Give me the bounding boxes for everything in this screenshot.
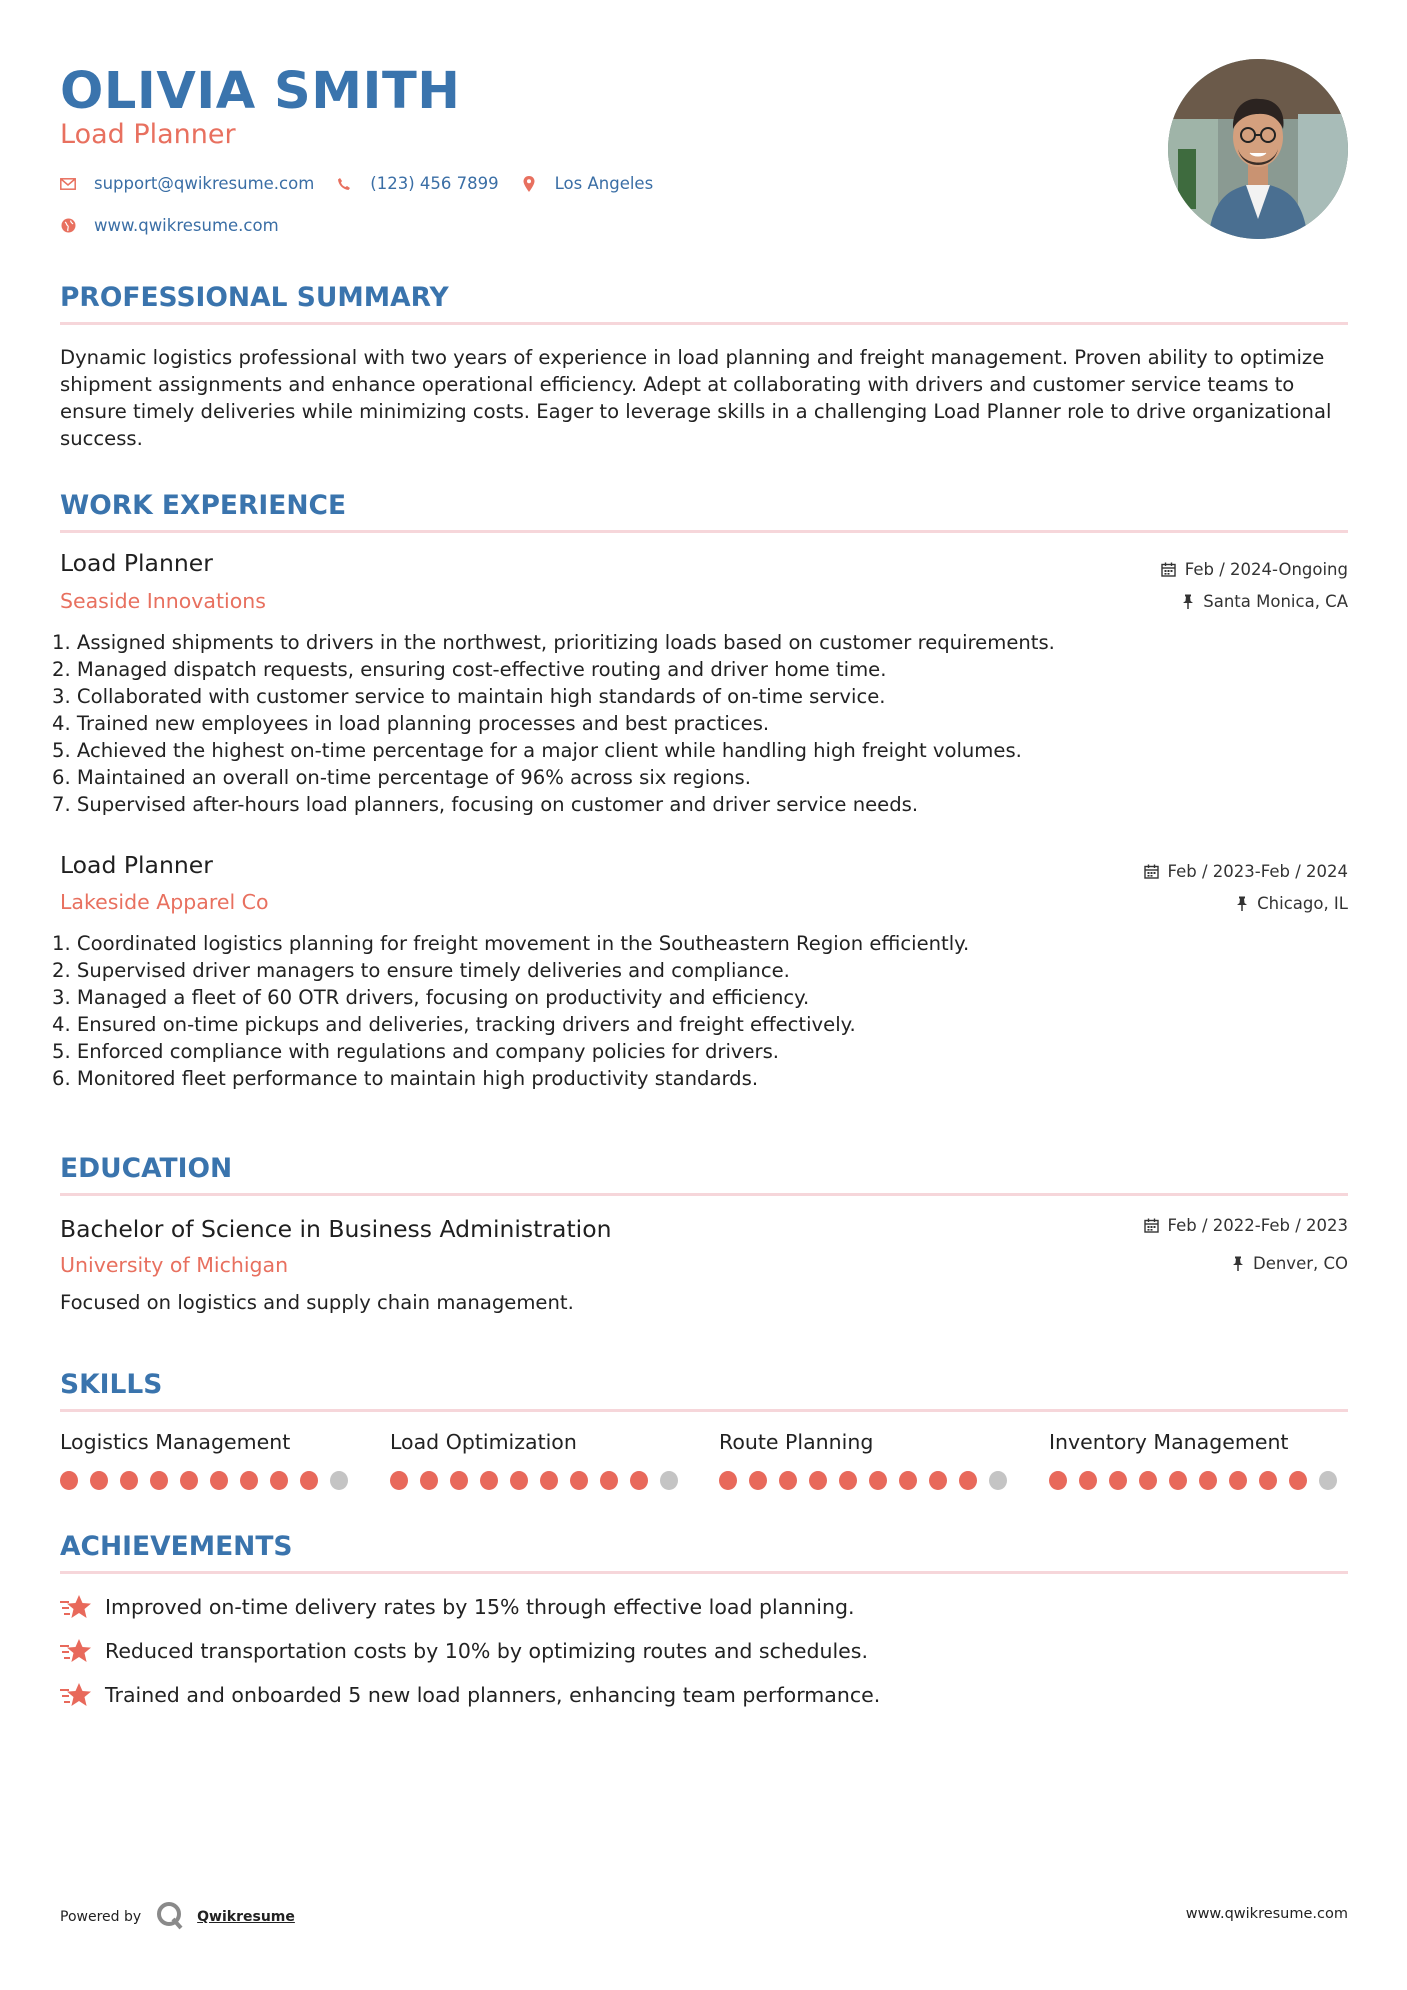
job-location-text: Santa Monica, CA [1203, 592, 1348, 611]
job-location [1182, 592, 1348, 611]
education-degree: Bachelor of Science in Business Administration [60, 1215, 612, 1243]
job-dates-text: Feb / 2023-Feb / 2024 [1167, 862, 1348, 881]
education-school: University of Michigan [60, 1253, 289, 1277]
map-pin-icon [521, 176, 537, 192]
rating-dot-filled [1199, 1471, 1217, 1490]
rating-dot-filled [929, 1471, 947, 1490]
list-item: 6. Monitored fleet performance to maintain high productivity standards. [52, 1067, 759, 1090]
rating-dot-filled [510, 1471, 528, 1490]
summary-text: Dynamic logistics professional with two years of experience in load planning and freight management. Proven ability to optimize shipment assignments and enhance operational efficiency. Adept at collaborating with drivers and customer service teams to ensure timely deliveries while minimizing costs. Eager to leverage skills in a challenging Load Planner role to drive organizational success. [60, 346, 1332, 450]
footer-url[interactable]: www.qwikresume.com [1185, 1906, 1348, 1922]
list-item: 6. Maintained an overall on-time percentage of 96% across six regions. [52, 766, 751, 789]
job-company: Seaside Innovations [60, 589, 266, 613]
skill-rating [1049, 1471, 1349, 1490]
rating-dot-filled [150, 1471, 168, 1490]
skill-item [719, 1430, 1019, 1490]
rating-dot-filled [959, 1471, 977, 1490]
calendar-icon [1144, 1218, 1159, 1233]
rating-dot-filled [839, 1471, 857, 1490]
phone-icon [336, 176, 352, 192]
education-note: Focused on logistics and supply chain management. [60, 1291, 574, 1314]
job-bullets [52, 930, 1302, 1092]
footer-powered-by [60, 1900, 295, 1934]
list-item: 2. Managed dispatch requests, ensuring cost-effective routing and driver home time. [52, 658, 887, 681]
rating-dot-filled [1229, 1471, 1247, 1490]
skill-label: Route Planning [719, 1430, 874, 1454]
achievement-text: Reduced transportation costs by 10% by optimizing routes and schedules. [105, 1639, 868, 1663]
rating-dot-filled [749, 1471, 767, 1490]
rating-dot-filled [719, 1471, 737, 1490]
pushpin-icon [1236, 896, 1248, 911]
section-divider [60, 1571, 1348, 1574]
rating-dot-empty [660, 1471, 678, 1490]
rating-dot-filled [240, 1471, 258, 1490]
location-text: Los Angeles [554, 174, 654, 193]
list-item: 3. Managed a fleet of 60 OTR drivers, focusing on productivity and efficiency. [52, 986, 810, 1009]
achievement-item [60, 1593, 854, 1621]
skills-heading: SKILLS [60, 1369, 163, 1400]
section-divider [60, 530, 1348, 533]
section-divider [60, 1409, 1348, 1412]
qwikresume-logo-icon [155, 1900, 185, 1934]
rating-dot-empty [330, 1471, 348, 1490]
rating-dot-filled [1259, 1471, 1277, 1490]
email-text: support@qwikresume.com [94, 174, 315, 193]
list-item: 7. Supervised after-hours load planners, focusing on customer and driver service needs. [52, 793, 919, 816]
list-item: 1. Coordinated logistics planning for freight movement in the Southeastern Region efficiently. [52, 932, 970, 955]
education-dates [1144, 1216, 1348, 1235]
achievements-heading: ACHIEVEMENTS [60, 1531, 293, 1562]
list-item: 1. Assigned shipments to drivers in the northwest, prioritizing loads based on customer requirements. [52, 631, 1055, 654]
envelope-icon [60, 176, 76, 192]
rating-dot-filled [630, 1471, 648, 1490]
rating-dot-filled [210, 1471, 228, 1490]
contact-row-primary [60, 174, 675, 193]
calendar-icon [1161, 562, 1176, 577]
job-title: Load Planner [60, 851, 213, 879]
achievement-text: Improved on-time delivery rates by 15% through effective load planning. [105, 1595, 855, 1619]
rating-dot-filled [60, 1471, 78, 1490]
contact-location [521, 174, 654, 193]
skill-label: Load Optimization [390, 1430, 577, 1454]
achievement-item [60, 1681, 880, 1709]
phone-text: (123) 456 7899 [370, 174, 499, 193]
rating-dot-filled [600, 1471, 618, 1490]
rating-dot-filled [570, 1471, 588, 1490]
rating-dot-filled [1049, 1471, 1067, 1490]
rating-dot-filled [1109, 1471, 1127, 1490]
skill-label: Inventory Management [1049, 1430, 1289, 1454]
contact-row-secondary [60, 216, 301, 235]
education-location [1232, 1254, 1348, 1273]
achievement-item [60, 1637, 868, 1665]
education-heading: EDUCATION [60, 1153, 233, 1184]
rating-dot-filled [869, 1471, 887, 1490]
achievement-text: Trained and onboarded 5 new load planners, enhancing team performance. [105, 1683, 881, 1707]
rating-dot-filled [1169, 1471, 1187, 1490]
job-location-text: Chicago, IL [1257, 894, 1348, 913]
list-item: 5. Enforced compliance with regulations and company policies for drivers. [52, 1040, 780, 1063]
calendar-icon [1144, 864, 1159, 879]
job-dates-text: Feb / 2024-Ongoing [1184, 560, 1348, 579]
education-dates-text: Feb / 2022-Feb / 2023 [1167, 1216, 1348, 1235]
rating-dot-filled [300, 1471, 318, 1490]
rating-dot-filled [450, 1471, 468, 1490]
rating-dot-filled [120, 1471, 138, 1490]
brand-link[interactable]: Qwikresume [197, 1909, 295, 1925]
rating-dot-filled [480, 1471, 498, 1490]
rating-dot-filled [180, 1471, 198, 1490]
rating-dot-filled [390, 1471, 408, 1490]
website-text: www.qwikresume.com [94, 216, 279, 235]
globe-icon [60, 218, 76, 234]
star-icon [60, 1637, 92, 1665]
rating-dot-filled [420, 1471, 438, 1490]
star-icon [60, 1681, 92, 1709]
candidate-name: OLIVIA SMITH [60, 62, 461, 121]
pushpin-icon [1182, 594, 1194, 609]
list-item: 4. Trained new employees in load planning processes and best practices. [52, 712, 770, 735]
skill-item [60, 1430, 360, 1490]
star-icon [60, 1593, 92, 1621]
job-title: Load Planner [60, 549, 213, 577]
rating-dot-filled [540, 1471, 558, 1490]
powered-by-text: Powered by [60, 1909, 142, 1925]
skill-rating [390, 1471, 690, 1490]
contact-website[interactable] [60, 216, 279, 235]
rating-dot-filled [779, 1471, 797, 1490]
education-location-text: Denver, CO [1252, 1254, 1348, 1273]
candidate-role: Load Planner [60, 119, 236, 150]
rating-dot-empty [1319, 1471, 1337, 1490]
contact-email[interactable] [60, 174, 314, 193]
rating-dot-filled [1139, 1471, 1157, 1490]
experience-heading: WORK EXPERIENCE [60, 490, 347, 521]
rating-dot-filled [1079, 1471, 1097, 1490]
skill-item [390, 1430, 690, 1490]
contact-phone[interactable] [336, 174, 498, 193]
summary-heading: PROFESSIONAL SUMMARY [60, 282, 449, 313]
skill-rating [719, 1471, 1019, 1490]
pushpin-icon [1232, 1256, 1244, 1271]
rating-dot-filled [270, 1471, 288, 1490]
job-company: Lakeside Apparel Co [60, 890, 269, 914]
job-dates [1144, 862, 1348, 881]
job-bullets [52, 629, 1302, 818]
skill-label: Logistics Management [60, 1430, 291, 1454]
skill-rating [60, 1471, 360, 1490]
list-item: 4. Ensured on-time pickups and deliveries, tracking drivers and freight effectively. [52, 1013, 856, 1036]
rating-dot-filled [809, 1471, 827, 1490]
list-item: 5. Achieved the highest on-time percentage for a major client while handling high freight volumes. [52, 739, 1022, 762]
job-location [1236, 894, 1348, 913]
job-dates [1161, 560, 1348, 579]
section-divider [60, 322, 1348, 325]
section-divider [60, 1193, 1348, 1196]
rating-dot-empty [989, 1471, 1007, 1490]
skill-item [1049, 1430, 1349, 1490]
rating-dot-filled [1289, 1471, 1307, 1490]
list-item: 2. Supervised driver managers to ensure timely deliveries and compliance. [52, 959, 790, 982]
profile-photo [1168, 59, 1348, 239]
rating-dot-filled [899, 1471, 917, 1490]
list-item: 3. Collaborated with customer service to maintain high standards of on-time service. [52, 685, 886, 708]
rating-dot-filled [90, 1471, 108, 1490]
